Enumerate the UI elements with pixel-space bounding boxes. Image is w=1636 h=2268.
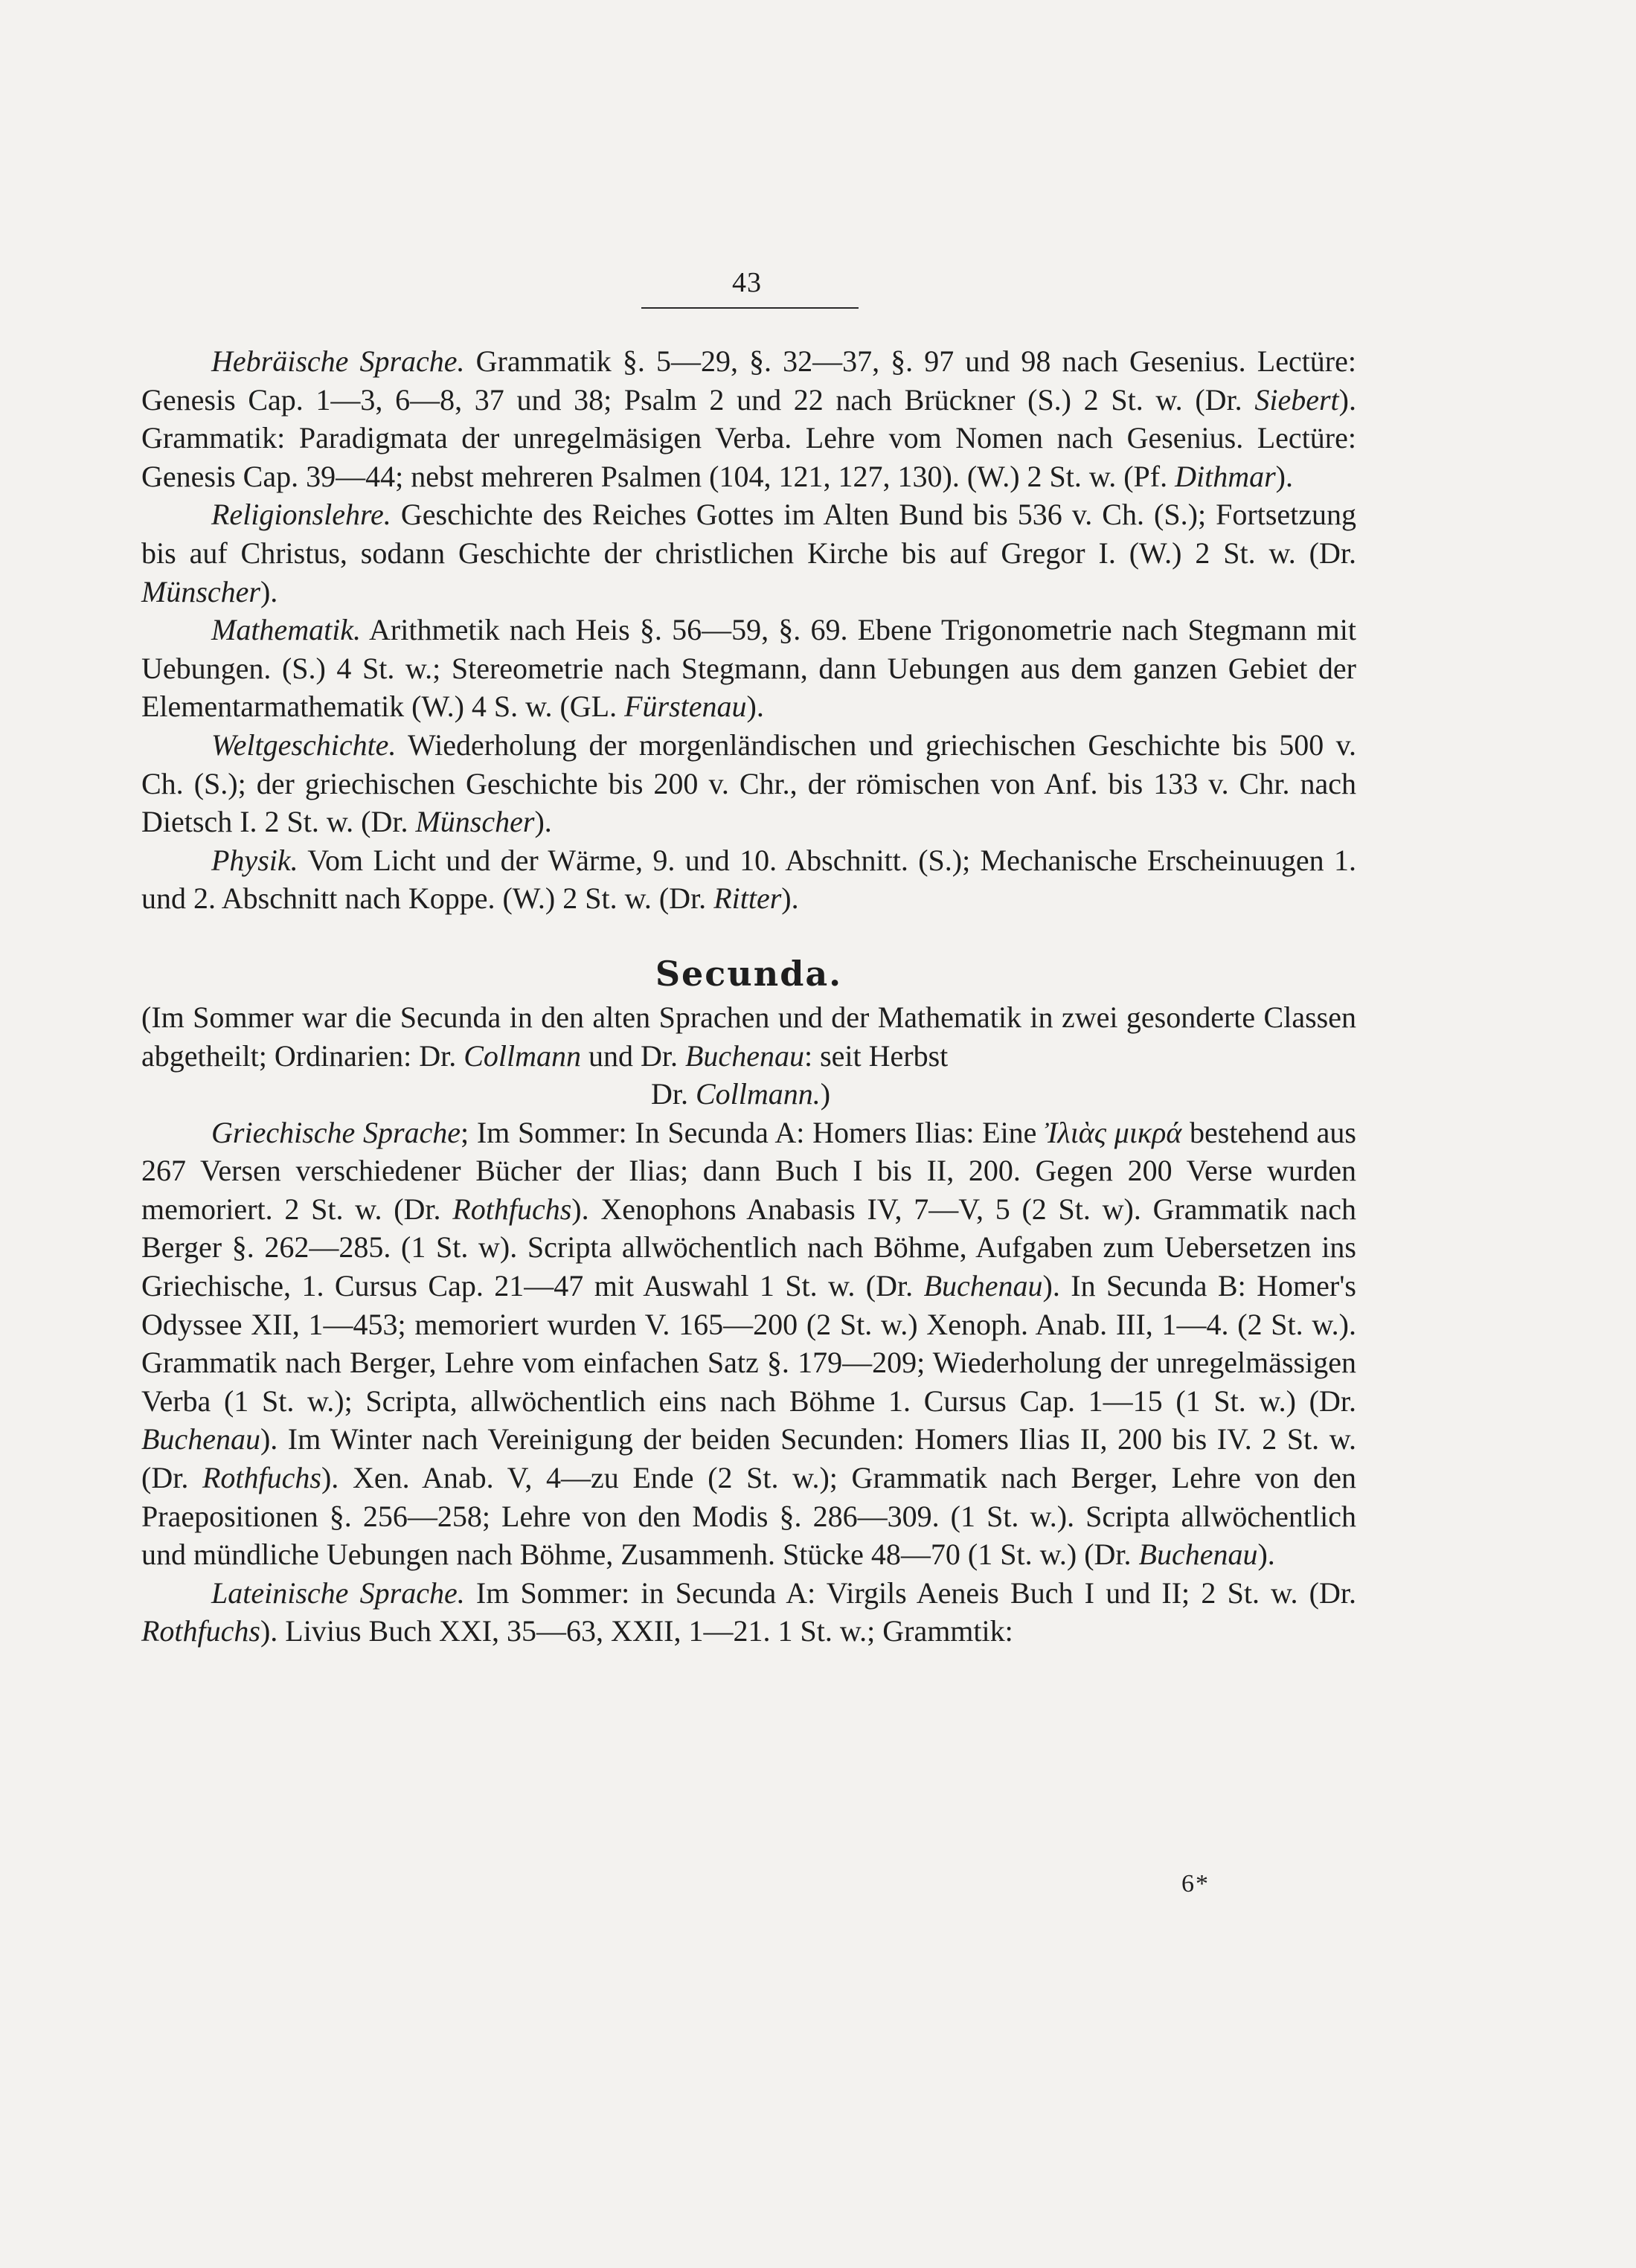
paragraph-text: Geschichte des Reiches Gottes im Alten Bund bis 536 v. Ch. (S.); Fortsetzung bis auf Christus, sodann Geschichte der christlichen Kirche bis auf Gregor I. (W.) 2 St. w. (Dr. bbox=[141, 498, 1356, 570]
paragraph-mathematics bbox=[141, 611, 1356, 726]
teacher-name: Rothfuchs bbox=[452, 1192, 572, 1226]
paragraph-text: Grammatik §. 5—29, §. 32—37, §. 97 und 98 nach Gesenius. Lectüre: Genesis Cap. 1—3, 6—8, 37 und 38; Psalm 2 und 22 nach Brückner (S.) 2 St. w. (Dr. bbox=[141, 344, 1356, 417]
teacher-name: Buchenau bbox=[923, 1269, 1043, 1303]
teacher-name: Rothfuchs bbox=[202, 1461, 321, 1495]
note-end bbox=[141, 1075, 1356, 1114]
note-text: ) bbox=[820, 1077, 831, 1111]
paragraph-religion bbox=[141, 495, 1356, 611]
subject-title: Physik. bbox=[211, 843, 298, 877]
note-text: : seit Herbst bbox=[803, 1038, 949, 1073]
teacher-name: Münscher bbox=[141, 574, 260, 608]
paragraph-text: bestehend aus 267 Versen verschiedener Bücher der Ilias; dann Buch I bis II, 200. Gegen 200 Verse wurden memoriert. 2 St. w. (Dr. bbox=[141, 1115, 1356, 1226]
paragraph-greek bbox=[141, 1114, 1356, 1574]
subject-title: Hebräische Sprache. bbox=[211, 344, 465, 378]
paragraph-text: Wiederholung der morgenländischen und griechischen Geschichte bis 500 v. Ch. (S.); der griechischen Geschichte bis 200 v. Chr., der römischen von Anf. bis 133 v. Chr. nach Dietsch I. 2 St. w. (Dr. bbox=[141, 727, 1356, 839]
paragraph-text: ). Xenophons Anabasis IV, 7—V, 5 (2 St. w). Grammatik nach Berger §. 262—285. (1 St. w). Scripta allwöchentlich nach Böhme, Aufgaben zum Uebersetzen ins Griechische, 1. Cursus Cap. 21—47 mit Auswahl 1 St. w. (Dr. bbox=[141, 1192, 1356, 1303]
paragraph-text: ). bbox=[534, 805, 552, 839]
paragraph-text: ). In Secunda B: Homer's Odyssee XII, 1—453; memoriert wurden V. 165—200 (2 St. w.) Xenoph. Anab. III, 1—4. (2 St. w.). Grammatik nach Berger, Lehre vom einfachen Satz §. 179—209; Wiederholung der unregelmässigen Verba (1 St. w.); Scripta, allwöchentlich eins nach Böhme 1. Cursus Cap. 1—15 (1 St. w.) (Dr. bbox=[141, 1269, 1357, 1418]
paragraph-text: ). bbox=[1257, 1538, 1275, 1572]
paragraph-text: Vom Licht und der Wärme, 9. und 10. Abschnitt. (S.); Mechanische Erscheinuugen 1. und 2. Abschnitt nach Koppe. (W.) 2 St. w. (Dr. bbox=[141, 843, 1356, 916]
paragraph-latin bbox=[141, 1574, 1356, 1651]
teacher-name: Dithmar bbox=[1175, 459, 1276, 493]
subject-title: Weltgeschichte. bbox=[211, 727, 397, 762]
teacher-name: Rothfuchs bbox=[141, 1614, 260, 1648]
teacher-name: Buchenau bbox=[1138, 1538, 1258, 1572]
paragraph-text: ). bbox=[1275, 459, 1293, 493]
page-body bbox=[141, 342, 1356, 1651]
teacher-name: Collmann. bbox=[696, 1077, 821, 1111]
paragraph-text: ). Xen. Anab. V, 4—zu Ende (2 St. w.); Grammatik nach Berger, Lehre von den Praepositionen §. 256—258; Lehre von den Modis §. 286—309. (1 St. w.). Scripta allwöchentlich und mündliche Uebungen nach Böhme, Zusammenh. Stücke 48—70 (1 St. w.) (Dr. bbox=[141, 1461, 1356, 1572]
subject-title: Griechische Sprache bbox=[211, 1115, 461, 1149]
subject-title: Mathematik. bbox=[211, 613, 362, 647]
paragraph-text: ). bbox=[746, 690, 764, 724]
paragraph-hebrew bbox=[141, 342, 1356, 495]
teacher-name: Münscher bbox=[415, 805, 535, 839]
note-text: Dr. bbox=[651, 1077, 696, 1111]
paragraph-text: ). bbox=[781, 881, 799, 916]
paragraph-text: ). Im Winter nach Vereinigung der beiden Secunden: Homers Ilias II, 200 bis IV. 2 St. w. (Dr. bbox=[141, 1422, 1356, 1495]
teacher-name: Siebert bbox=[1254, 382, 1339, 417]
teacher-name: Fürstenau bbox=[624, 690, 747, 724]
page-number: 43 bbox=[732, 267, 762, 298]
section-heading: Secunda. bbox=[655, 953, 843, 994]
teacher-name: Collmann bbox=[463, 1038, 581, 1073]
paragraph-text: Arithmetik nach Heis §. 56—59, §. 69. Ebene Trigonometrie nach Stegmann mit Uebungen. (S.) 4 St. w.; Stereometrie nach Stegmann, dann Uebungen aus dem ganzen Gebiet der Elementarmathematik (W.) 4 S. w. (GL. bbox=[141, 613, 1356, 724]
paragraph-text: Im Sommer: in Secunda A: Virgils Aeneis Buch I und II; 2 St. w. (Dr. bbox=[464, 1575, 1356, 1610]
paragraph-text: ). bbox=[260, 574, 278, 608]
teacher-name: Buchenau bbox=[685, 1038, 804, 1073]
subject-title: Religionslehre. bbox=[211, 498, 391, 532]
greek-phrase: Ἰλιὰς μικρά bbox=[1045, 1115, 1182, 1149]
paragraph-text: ). Grammatik: Paradigmata der unregelmäsigen Verba. Lehre vom Nomen nach Gesenius. Lectüre: Genesis Cap. 39—44; nebst mehreren Psalmen (104, 121, 127, 130). (W.) 2 St. w. (Pf. bbox=[141, 382, 1356, 493]
teacher-name: Ritter bbox=[713, 881, 782, 916]
paragraph-physics bbox=[141, 841, 1356, 918]
note-text: und Dr. bbox=[581, 1038, 685, 1073]
section-note bbox=[141, 998, 1356, 1114]
teacher-name: Buchenau bbox=[141, 1422, 260, 1456]
sheet-signature: 6* bbox=[1181, 1870, 1210, 1898]
paragraph-text: ; Im Sommer: In Secunda A: Homers Ilias: Eine bbox=[461, 1115, 1045, 1149]
subject-title: Lateinische Sprache. bbox=[211, 1575, 465, 1610]
header-rule bbox=[641, 307, 859, 309]
paragraph-text: ). Livius Buch XXI, 35—63, XXII, 1—21. 1 St. w.; Grammtik: bbox=[260, 1614, 1013, 1648]
note-text: (Im Sommer war die Secunda in den alten Sprachen und der Mathematik in zwei gesonderte Classen abgetheilt; Ordinarien: Dr. bbox=[141, 1000, 1356, 1073]
paragraph-world-history bbox=[141, 726, 1356, 841]
